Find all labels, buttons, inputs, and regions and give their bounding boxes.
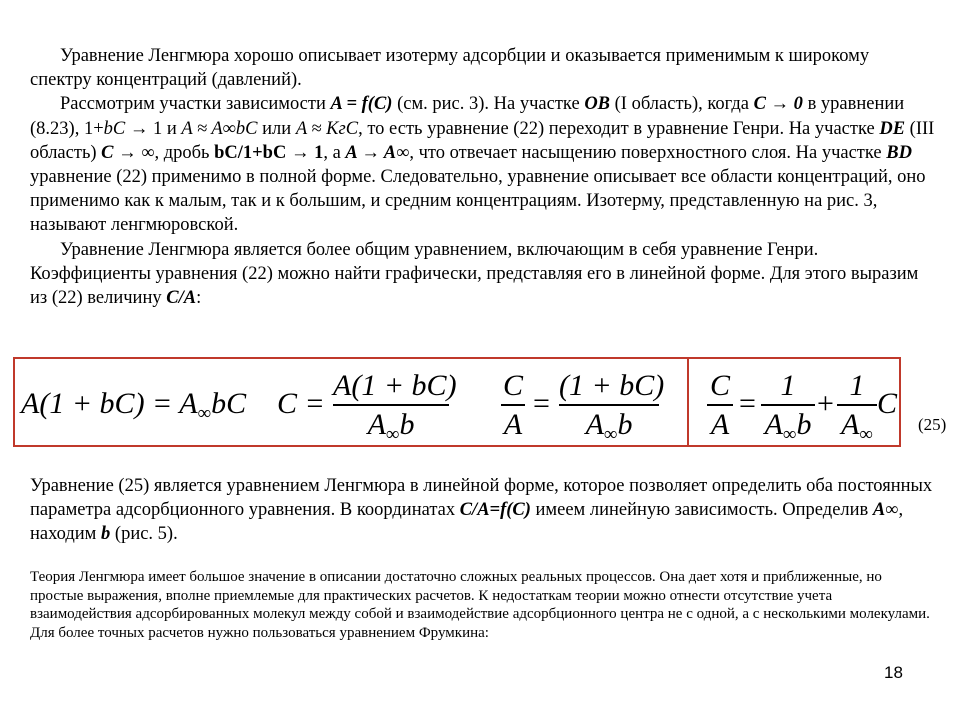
fraction-bar	[761, 404, 815, 406]
fraction-bar	[501, 404, 525, 406]
fraction-bar	[333, 404, 449, 406]
paragraph-regions: Рассмотрим участки зависимости A = f(C) (см. рис. 3). На участке OB (I область), когда C → 0 в уравнении (8.23), 1+bC → 1 и A ≈ A∞bC или A ≈ KгC, то есть уравнение (22) переходит в уравнение Генри. На участке DE (III область) C → ∞, дробь bC/1+bC → 1, а A → A∞, что отвечает насыщению поверхностного слоя. На участке BD уравнение (22) применимо в полной форме. Следовательно, уравнение описывает все области концентраций, оно применимо как к малым, так и к большим, и средним концентрациям. Изотерму, представленную на рис. 3, называют ленгмюровской.	[30, 94, 935, 236]
equation-c-fraction: A(1 + bC) $A_\infty b$	[333, 369, 457, 445]
equation-linear-fraction-2: 1 $A_\infty$	[837, 369, 877, 442]
paragraph-equation-25: Уравнение (25) является уравнением Ленгмюра в линейной форме, которое позволяет определить оба постоянных параметра адсорбционного уравнения. В координатах C/A=f(C) имеем линейную зависимость. Определив A∞, находим b (рис. 5).	[30, 476, 933, 545]
equation-linear-tail: C	[877, 387, 898, 420]
theory-note	[30, 568, 930, 642]
fraction-denominator: $A_\infty b$	[367, 408, 415, 445]
fraction-bar	[837, 404, 877, 406]
fraction-denominator: $A_\infty b$	[585, 408, 633, 445]
equation-c-lhs: C =	[277, 387, 325, 420]
linear-form-text	[30, 474, 935, 547]
intro-text	[30, 44, 935, 310]
paragraph-linear-form: Уравнение Ленгмюра является более общим уравнением, включающим в себя уравнение Генри. Коэффициенты уравнения (22) можно найти графически, представляя его в линейной форме. Для этого выразим из (22) величину C/A:	[30, 239, 919, 309]
equation-langmuir: $A(1 + bC) = A_\infty bC$	[21, 387, 247, 424]
equation-linear-left-fraction: C A	[707, 369, 733, 442]
plus-sign: +	[817, 387, 834, 420]
equals-sign: =	[533, 387, 550, 420]
fraction-denominator: $A_\infty$	[841, 408, 873, 445]
formula-box	[13, 357, 901, 447]
fraction-denominator: $A_\infty b$	[764, 408, 812, 445]
paragraph-langmuir-theory: Теория Ленгмюра имеет большое значение в описании достаточно сложных реальных процессов. Она дает хотя и приближенные, но простые выражения, вполне приемлемые для практических расчетов. К недостаткам теории можно отнести отсутствие учета взаимодействия адсорбированных молекул между собой и взаимодействие адсорбционного центра не с одной, а с несколькими молекулами. Для более точных расчетов нужно пользоваться уравнением Фрумкина:	[30, 569, 930, 641]
page-number: 18	[884, 663, 903, 682]
equation-ca-right-fraction: (1 + bC) $A_\infty b$	[559, 369, 665, 445]
fraction-bar	[559, 404, 659, 406]
fraction-bar	[707, 404, 733, 406]
paragraph-langmuir-intro: Уравнение Ленгмюра хорошо описывает изотерму адсорбции и оказывается применимым к широкому спектру концентраций (давлений).	[30, 46, 870, 91]
equation-ca-left-fraction: C A	[502, 369, 523, 441]
equals-sign: =	[739, 387, 756, 420]
formula-divider	[687, 359, 689, 445]
equation-linear-fraction-1: 1 $A_\infty b$	[761, 369, 815, 442]
equation-number: (25)	[918, 415, 947, 434]
